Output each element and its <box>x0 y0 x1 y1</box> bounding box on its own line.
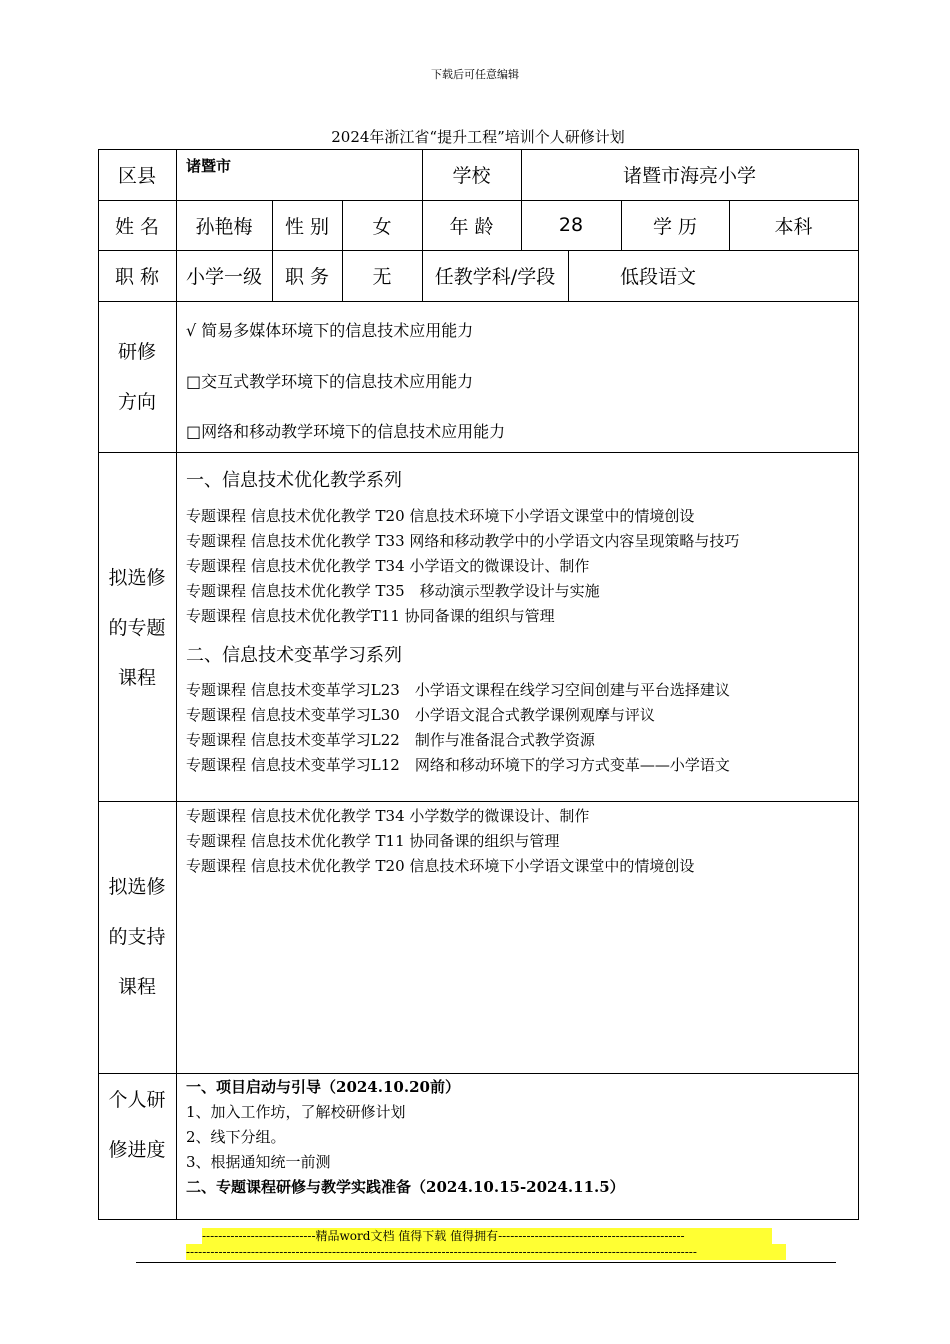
support-course-item: 专题课程 信息技术优化教学 T11 协同备课的组织与管理 <box>186 832 560 850</box>
course-item: 专题课程 信息技术变革学习L30 小学语文混合式教学课例观摩与评议 <box>186 706 655 724</box>
support-label-line: 课程 <box>117 976 156 998</box>
name-value: 孙艳梅 <box>195 215 253 238</box>
course-item: 专题课程 信息技术变革学习L22 制作与准备混合式教学资源 <box>186 731 595 749</box>
post-label: 职 务 <box>284 266 330 288</box>
footer-line <box>136 1262 836 1263</box>
subject-value: 低段语文 <box>619 266 696 288</box>
topic-label-line: 的专题 <box>108 617 166 639</box>
progress-stage-title: 二、专题课程研修与教学实践准备（2024.10.15-2024.11.5） <box>186 1178 625 1196</box>
course-item: 专题课程 信息技术优化教学 T35 移动演示型教学设计与实施 <box>186 582 600 600</box>
progress-item: 3、根据通知统一前测 <box>186 1153 331 1171</box>
support-course-item: 专题课程 信息技术优化教学 T20 信息技术环境下小学语文课堂中的情境创设 <box>186 857 695 875</box>
footer-banner: ----------------------------精品word文档 值得下载 值得拥有---------------------------------------------- <box>202 1228 772 1244</box>
direction-label-line: 方向 <box>117 391 156 413</box>
row-divider <box>98 301 858 302</box>
progress-stage-title: 一、项目启动与引导（2024.10.20前） <box>186 1078 460 1096</box>
course-item: 专题课程 信息技术优化教学 T34 小学语文的微课设计、制作 <box>186 557 590 575</box>
footer-banner-rule: ------------------------------------------------------------------------------------------------------------------------------ <box>186 1244 786 1260</box>
document-title: 2024年浙江省“提升工程”培训个人研修计划 <box>331 128 625 146</box>
subject-label: 任教学科/学段 <box>434 266 556 288</box>
progress-item: 1、加入工作坊，了解校研修计划 <box>186 1103 406 1121</box>
row-divider <box>98 1073 858 1074</box>
education-label: 学 历 <box>652 215 698 238</box>
topic-label-line: 拟选修 <box>108 567 166 589</box>
age-value: 28 <box>558 214 584 236</box>
col-divider <box>176 149 177 1220</box>
county-label: 区县 <box>117 165 156 187</box>
topic-label <box>98 553 176 703</box>
course-item: 专题课程 信息技术优化教学 T20 信息技术环境下小学语文课堂中的情境创设 <box>186 507 695 525</box>
progress-label-line: 个人研 <box>108 1089 166 1111</box>
row-divider <box>98 452 858 453</box>
name-label: 姓 名 <box>114 215 160 238</box>
progress-label-line: 修进度 <box>108 1139 166 1161</box>
gender-label: 性 别 <box>284 215 330 238</box>
support-label <box>98 862 176 1012</box>
county-value: 诸暨市 <box>186 157 232 175</box>
header-note: 下载后可任意编辑 <box>431 68 519 81</box>
support-course-item: 专题课程 信息技术优化教学 T34 小学数学的微课设计、制作 <box>186 807 590 825</box>
direction-label <box>98 327 176 427</box>
section-title: 一、信息技术优化教学系列 <box>186 470 402 491</box>
gender-value: 女 <box>372 215 392 238</box>
progress-label <box>98 1075 176 1175</box>
title-value: 小学一级 <box>185 266 262 288</box>
progress-item: 2、线下分组。 <box>186 1128 286 1146</box>
section-title: 二、信息技术变革学习系列 <box>186 645 402 666</box>
support-label-line: 拟选修 <box>108 876 166 898</box>
direction-option: √ 简易多媒体环境下的信息技术应用能力 <box>186 321 474 340</box>
title-label: 职 称 <box>114 266 160 288</box>
age-label: 年 龄 <box>449 215 494 238</box>
course-item: 专题课程 信息技术优化教学 T33 网络和移动教学中的小学语文内容呈现策略与技巧 <box>186 532 740 550</box>
row-divider <box>98 801 858 802</box>
course-item: 专题课程 信息技术变革学习L23 小学语文课程在线学习空间创建与平台选择建议 <box>186 681 730 699</box>
topic-label-line: 课程 <box>117 667 156 689</box>
education-value: 本科 <box>774 215 813 238</box>
course-item: 专题课程 信息技术变革学习L12 网络和移动环境下的学习方式变革——小学语文 <box>186 756 730 774</box>
course-item: 专题课程 信息技术优化教学T11 协同备课的组织与管理 <box>186 607 555 625</box>
school-label: 学校 <box>452 165 491 187</box>
school-value: 诸暨市海亮小学 <box>622 165 756 187</box>
direction-option: □网络和移动教学环境下的信息技术应用能力 <box>186 422 506 441</box>
direction-label-line: 研修 <box>117 341 156 363</box>
direction-option: □交互式教学环境下的信息技术应用能力 <box>186 372 474 391</box>
post-value: 无 <box>372 266 392 288</box>
support-label-line: 的支持 <box>108 926 166 948</box>
